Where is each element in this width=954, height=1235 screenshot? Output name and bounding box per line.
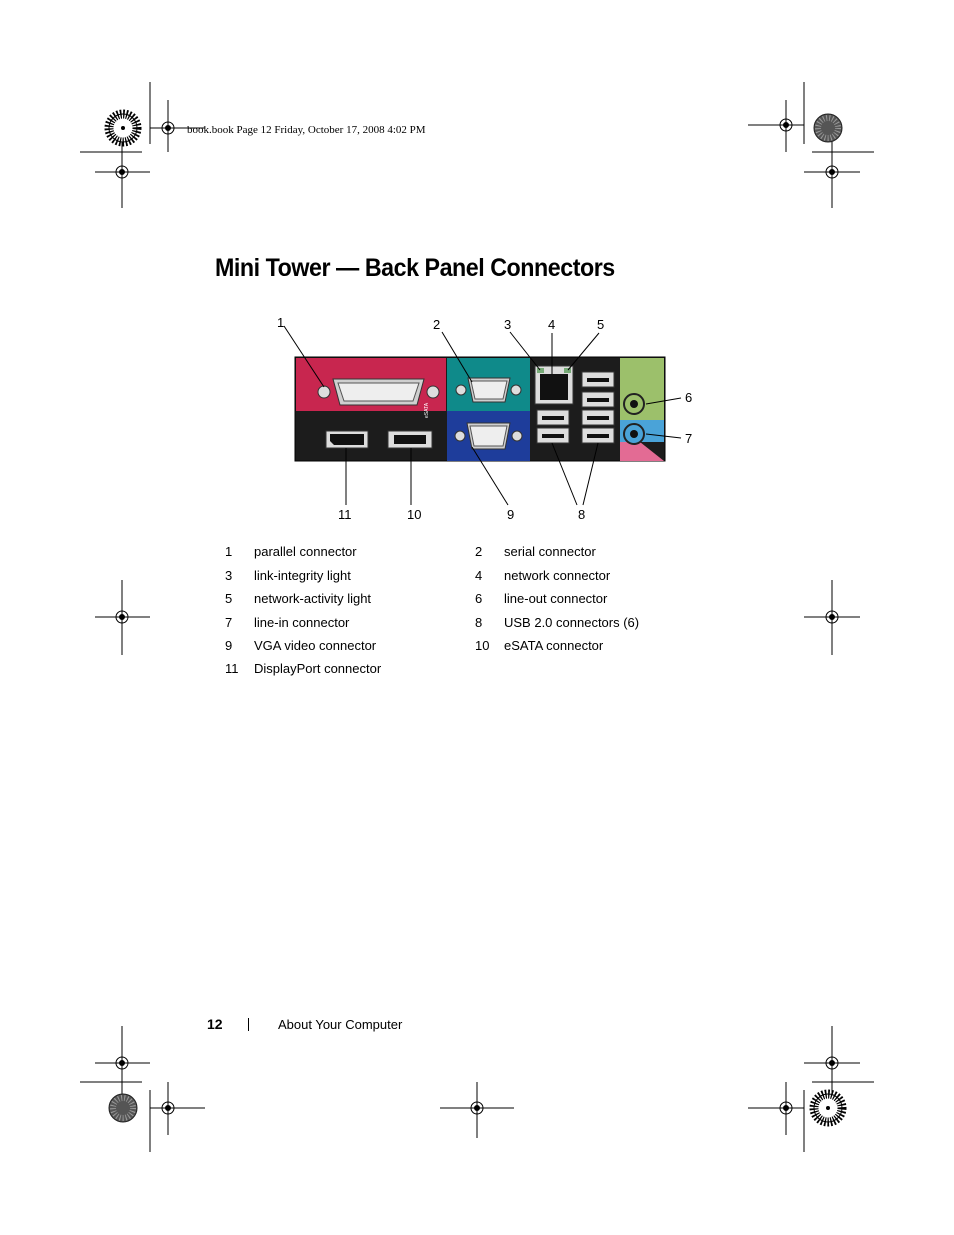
callout-2: 2	[433, 317, 441, 332]
legend-number: 1	[225, 544, 233, 559]
callout-6: 6	[685, 390, 693, 405]
legend-label: DisplayPort connector	[254, 661, 382, 676]
legend-number: 8	[475, 615, 483, 630]
callout-8: 8	[578, 507, 586, 522]
callout-1: 1	[277, 315, 285, 330]
callout-9: 9	[507, 507, 515, 522]
legend-number: 6	[475, 591, 483, 606]
callout-11: 11	[338, 507, 352, 522]
print-header: book.book Page 12 Friday, October 17, 2008 4:02 PM	[187, 124, 426, 136]
legend-number: 7	[225, 615, 233, 630]
legend-label: USB 2.0 connectors (6)	[504, 615, 640, 630]
legend-label: VGA video connector	[254, 638, 377, 653]
legend-label: link-integrity light	[254, 568, 351, 583]
line-out-jack	[624, 394, 644, 414]
callout-4: 4	[548, 317, 556, 332]
page-number: 12	[207, 1016, 223, 1032]
legend-label: line-in connector	[254, 615, 350, 630]
network-connector-port	[535, 366, 573, 404]
legend-label: serial connector	[504, 544, 596, 559]
esata-connector-port	[388, 431, 432, 448]
legend-label: line-out connector	[504, 591, 608, 606]
legend-label: network connector	[504, 568, 611, 583]
legend-label: eSATA connector	[504, 638, 604, 653]
legend-number: 10	[475, 638, 490, 653]
legend-number: 9	[225, 638, 233, 653]
callout-10: 10	[407, 507, 422, 522]
legend-label: parallel connector	[254, 544, 357, 559]
line-in-jack	[624, 424, 644, 444]
legend-number: 2	[475, 544, 483, 559]
legend-number: 11	[225, 661, 239, 676]
legend-number: 3	[225, 568, 233, 583]
callout-7: 7	[685, 431, 693, 446]
callout-5: 5	[597, 317, 605, 332]
legend-number: 5	[225, 591, 233, 606]
displayport-connector-port	[326, 431, 368, 448]
callout-3: 3	[504, 317, 512, 332]
footer-section-title: About Your Computer	[278, 1017, 403, 1032]
legend-number: 4	[475, 568, 483, 583]
footer-divider	[248, 1018, 249, 1031]
esata-port-label: eSATA	[424, 402, 430, 418]
back-panel-diagram	[0, 0, 954, 560]
legend-label: network-activity light	[254, 591, 372, 606]
page-title: Mini Tower — Back Panel Connectors	[215, 254, 615, 282]
